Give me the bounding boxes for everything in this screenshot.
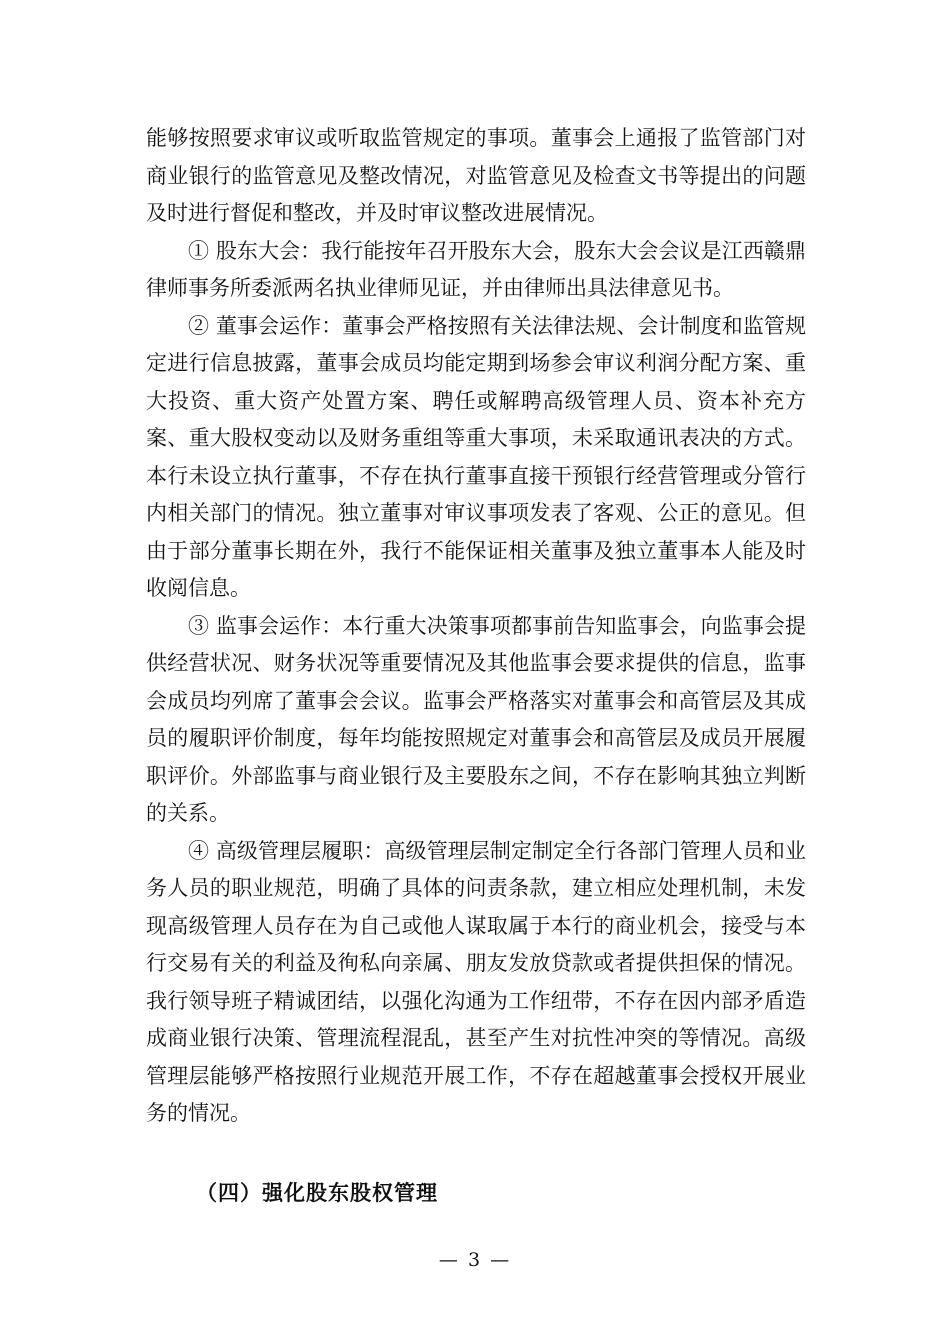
document-body [146,120,806,1133]
paragraph-continuation: 能够按照要求审议或听取监管规定的事项。董事会上通报了监管部门对商业银行的监管意见及整改情况，对监管意见及检查文书等提出的问题及时进行督促和整改，并及时审议整改进展情况。 [146,126,806,225]
page-number: — 3 — [438,1249,512,1271]
paragraph-senior-management-duties: ④ 高级管理层履职：高级管理层制定制定全行各部门管理人员和业务人员的职业规范，明确了具体的问责条款，建立相应处理机制，未发现高级管理人员存在为自己或他人谋取属于本行的商业机会，接受与本行交易有关的利益及徇私向亲属、朋友发放贷款或者提供担保的情况。我行领导班子精诚团结，以强化沟通为工作纽带，不存在因内部矛盾造成商业银行决策、管理流程混乱，甚至产生对抗性冲突的等情况。高级管理层能够严格按照行业规范开展工作，不存在超越董事会授权开展业务的情况。 [146,838,806,1125]
paragraph-supervisory-board-operation: ③ 监事会运作：本行重大决策事项都事前告知监事会，向监事会提供经营状况、财务状况等重要情况及其他监事会要求提供的信息，监事会成员均列席了董事会会议。监事会严格落实对董事会和高管层及其成员的履职评价制度，每年均能按照规定对董事会和高管层及成员开展履职评价。外部监事与商业银行及主要股东之间，不存在影响其独立判断的关系。 [146,613,806,825]
paragraph-shareholders-meeting: ① 股东大会：我行能按年召开股东大会，股东大会会议是江西赣鼎律师事务所委派两名执业律师见证，并由律师出具法律意见书。 [146,238,806,300]
section-heading: （四）强化股东股权管理 [196,1180,438,1205]
paragraph-board-operation: ② 董事会运作：董事会严格按照有关法律法规、会计制度和监管规定进行信息披露，董事会成员均能定期到场参会审议利润分配方案、重大投资、重大资产处置方案、聘任或解聘高级管理人员、资本补充方案、重大股权变动以及财务重组等重大事项，未采取通讯表决的方式。本行未设立执行董事，不存在执行董事直接干预银行经营管理或分管行内相关部门的情况。独立董事对审议事项发表了客观、公正的意见。但由于部分董事长期在外，我行不能保证相关董事及独立董事本人能及时收阅信息。 [146,313,806,600]
